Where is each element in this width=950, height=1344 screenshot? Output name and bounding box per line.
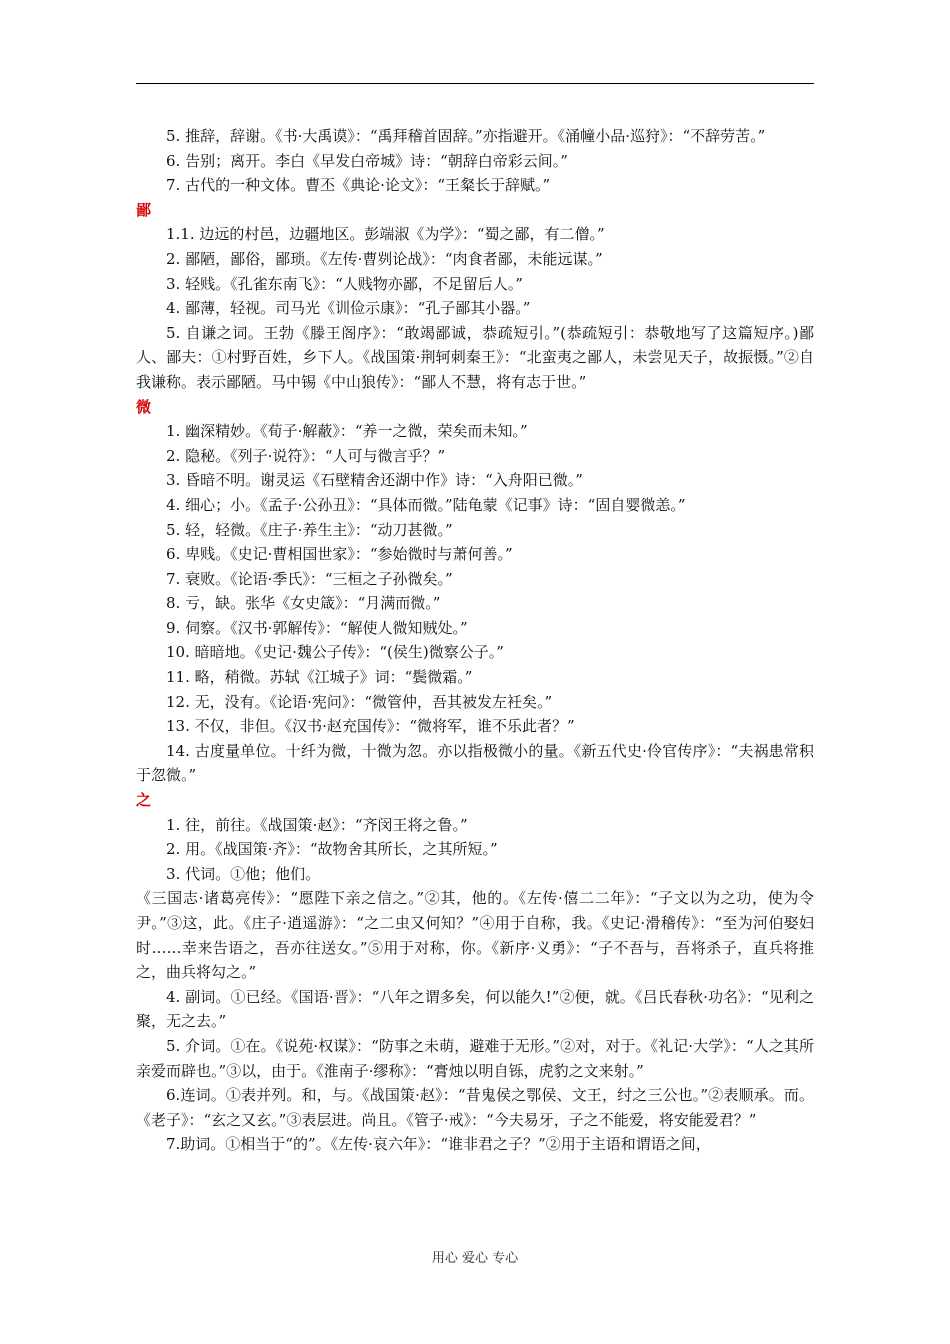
paragraph: 5. 推辞，辞谢。《书·大禹谟》：“禹拜稽首固辞。”亦指避开。《涌幢小品·巡狩》：“不辞劳苦。”: [166, 127, 766, 145]
entry-heading: 鄙: [136, 200, 152, 219]
paragraph: 14. 古度量单位。十纤为微，十微为忽。亦以指极微小的量。《新五代史·伶官传序》：“夫祸患常积于忽微。”: [136, 741, 814, 785]
paragraph: 3. 昏暗不明。谢灵运《石壁精舍还湖中作》诗：“入舟阳已微。”: [166, 471, 583, 490]
paragraph: 1. 往，前往。《战国策·赵》：“齐闵王将之鲁。”: [166, 815, 468, 834]
paragraph: 8. 亏，缺。张华《女史箴》：“月满而微。”: [166, 594, 441, 613]
document-body: [136, 124, 814, 1157]
paragraph: 13. 不仅，非但。《汉书·赵充国传》：“微将军，谁不乐此者？”: [166, 717, 575, 736]
paragraph: 11. 略，稍微。苏轼《江城子》词：“鬓微霜。”: [166, 668, 473, 687]
paragraph: 1. 幽深精妙。《荀子·解蔽》：“养一之微，荣矣而未知。”: [166, 422, 528, 441]
paragraph: 12. 无，没有。《论语·宪问》：“微管仲，吾其被发左衽矣。”: [166, 692, 553, 711]
paragraph: 《三国志·诸葛亮传》：“愿陛下亲之信之。”②其，他的。《左传·僖二二年》：“子文以为之功，使为令尹。”③这，此。《庄子·逍遥游》：“之二虫又何知？”④用于自称，我。《史记·滑稽传》：“至为河伯娶妇时……幸来告语之，吾亦往送女。”⑤用于对称，你。《新序·义勇》：“子不吾与，吾将杀子，直兵将推之，曲兵将勾之。”: [136, 889, 814, 982]
paragraph: 4. 鄙薄，轻视。司马光《训俭示康》：“孔子鄙其小器。”: [166, 299, 531, 318]
paragraph: 9. 伺察。《汉书·郭解传》：“解使人微知贼处。”: [166, 618, 468, 637]
paragraph: 7. 衰败。《论语·季氏》：“三桓之子孙微矣。”: [166, 569, 453, 588]
paragraph: 3. 轻贱。《孔雀东南飞》：“人贱物亦鄙，不足留后人。”: [166, 274, 523, 293]
entry-heading: 微: [136, 397, 152, 416]
page-footer: 用心 爱心 专心: [431, 1251, 519, 1266]
paragraph: 5. 轻，轻微。《庄子·养生主》：“动刀甚微。”: [166, 520, 453, 539]
entry-heading: 之: [136, 791, 152, 810]
paragraph: 6. 告别；离开。李白《早发白帝城》诗：“朝辞白帝彩云间。”: [166, 151, 568, 170]
paragraph: 2. 用。《战国策·齐》：“故物舍其所长，之其所短。”: [166, 840, 498, 859]
paragraph: 6.连词。①表并列。和，与。《战国策·赵》：“昔鬼侯之鄂侯、文王，纣之三公也。”②表顺承。而。《老子》：“玄之又玄。”③表层进。尚且。《管子·戒》：“今夫易牙，子之不能爱，将安能爱君？”: [136, 1086, 814, 1129]
paragraph: 6. 卑贱。《史记·曹相国世家》：“参始微时与萧何善。”: [166, 545, 513, 564]
paragraph: 7.助词。①相当于“的”。《左传·哀六年》：“谁非君之子？”②用于主语和谓语之间，: [166, 1135, 711, 1154]
paragraph: 3. 代词。①他；他们。: [166, 864, 321, 883]
paragraph: 1.1. 边远的村邑，边疆地区。彭端淑《为学》：“蜀之鄙，有二僧。”: [166, 225, 605, 244]
paragraph: 4. 细心；小。《孟子·公孙丑》：“具体而微。”陆龟蒙《记事》诗：“固自婴微恙。”: [166, 495, 686, 514]
paragraph: 7. 古代的一种文体。曹丕《典论·论文》：“王粲长于辞赋。”: [166, 176, 551, 195]
paragraph: 5. 自谦之词。王勃《滕王阁序》：“敢竭鄙诚，恭疏短引。”(恭疏短引：恭敬地写了这篇短序。)鄙人、鄙夫：①村野百姓，乡下人。《战国策·荆轲刺秦王》：“北蛮夷之鄙人，未尝见天子，故振慑。”②自我谦称。表示鄙陋。马中锡《中山狼传》：“鄙人不慧，将有志于世。”: [136, 323, 814, 391]
paragraph: 2. 隐秘。《列子·说符》：“人可与微言乎？”: [166, 446, 446, 465]
paragraph: 4. 副词。①已经。《国语·晋》：“八年之谓多矣，何以能久!”②便，就。《吕氏春秋·功名》：“见利之聚，无之去。”: [136, 987, 814, 1031]
paragraph: 5. 介词。①在。《说苑·权谋》：“防事之未萌，避难于无形。”②对，对于。《礼记·大学》：“人之其所亲爱而辟也。”③以，由于。《淮南子·缪称》：“膏烛以明自铄，虎豹之文来射。”: [136, 1036, 814, 1080]
header-rule: [136, 83, 814, 84]
paragraph: 10. 暗暗地。《史记·魏公子传》：“(侯生)微察公子。”: [166, 643, 504, 662]
paragraph: 2. 鄙陋，鄙俗，鄙琐。《左传·曹刿论战》：“肉食者鄙，未能远谋。”: [166, 249, 603, 268]
